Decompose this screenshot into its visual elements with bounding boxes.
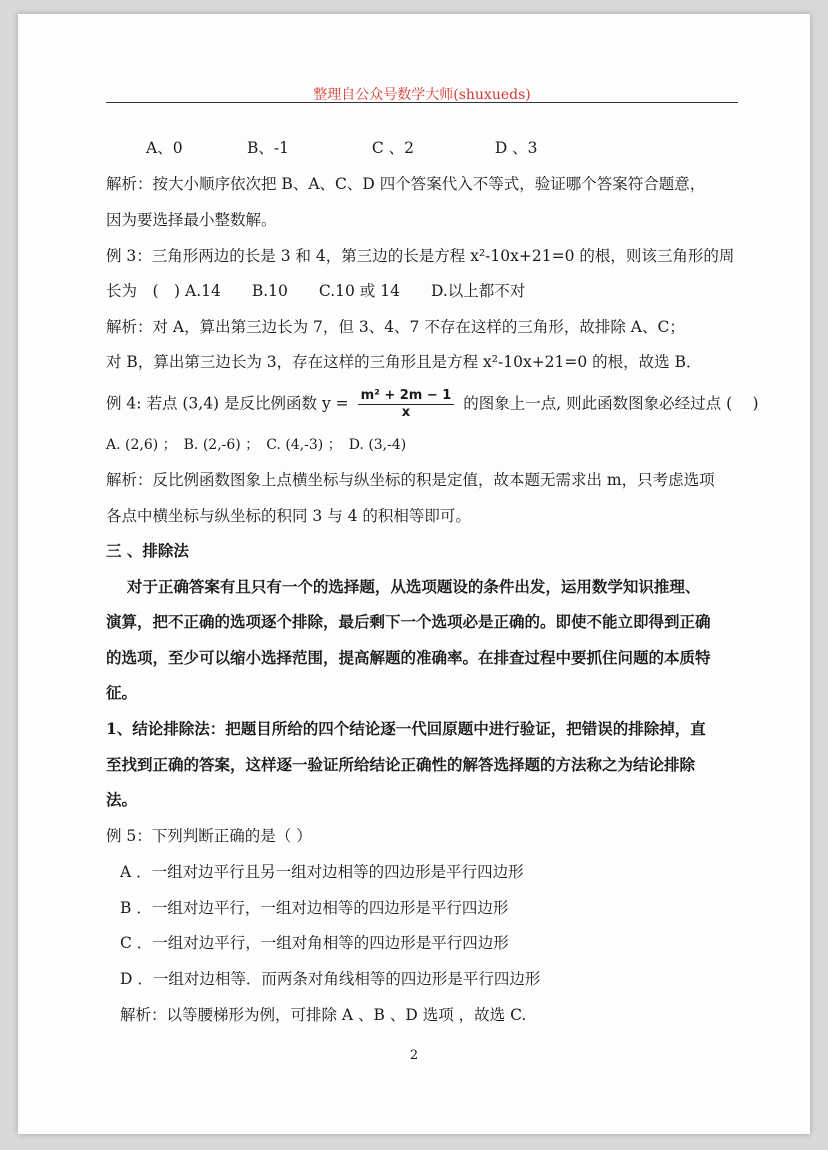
ex4-analysis-line1: 解析：反比例函数图象上点横坐标与纵坐标的积是定值，故本题无需求出 m，只考虑选项 (106, 471, 715, 489)
document-page (18, 14, 810, 1134)
ex4-numerator: m² + 2m − 1 (358, 388, 455, 405)
section3-para-line3: 的选项，至少可以缩小选择范围，提高解题的准确率。在排查过程中要抓住问题的本质特 (106, 648, 711, 667)
page-number: 2 (409, 1048, 419, 1063)
ex2-option-c: C 、2 (371, 139, 415, 157)
ex5-option-b: B ．一组对边平行，一组对边相等的四边形是平行四边形 (120, 899, 509, 917)
ex3-analysis-line2: 对 B，算出第三边长为 3，存在这样的三角形且是方程 x²-10x+21=0 的根，故选 B． (106, 353, 702, 371)
ex4-analysis-line2: 各点中横坐标与纵坐标的积同 3 与 4 的积相等即可。 (106, 507, 471, 525)
method1-line1: 1、结论排除法：把题目所给的四个结论逐一代回原题中进行验证，把错误的排除掉，直 (106, 719, 706, 738)
section3-title: 三 、排除法 (106, 541, 189, 560)
ex2-analysis-line1: 解析：按大小顺序依次把 B、A、C、D 四个答案代入不等式，验证哪个答案符合题意， (106, 175, 706, 193)
section3-para-line1: 对于正确答案有且只有一个的选择题，从选项题设的条件出发，运用数学知识推理、 (106, 577, 701, 596)
ex5-option-c: C ．一组对边平行，一组对角相等的四边形是平行四边形 (120, 934, 509, 952)
section3-para-line2: 演算，把不正确的选项逐个排除，最后剩下一个选项必是正确的。即使不能立即得到正确 (106, 612, 711, 631)
ex4-fraction (358, 388, 455, 421)
ex2-option-d: D 、3 (494, 139, 538, 157)
ex4-suffix: 的图象上一点, 则此函数图象必经过点 ( ) (463, 394, 759, 413)
page-header: 整理自公众号数学大师(shuxueds) (313, 87, 531, 103)
ex4-options: A. (2,6) ； B. (2,-6) ； C. (4,-3) ； D. (3,-4) (106, 437, 407, 453)
ex2-option-b: B、-1 (246, 139, 289, 157)
ex4-stem (106, 388, 759, 421)
ex5-option-a: A ．一组对边平行且另一组对边相等的四边形是平行四边形 (120, 863, 524, 881)
method1-line3: 法。 (106, 790, 138, 809)
ex5-stem: 例 5：下列判断正确的是（ ） (106, 827, 312, 845)
ex2-options-row (146, 138, 538, 158)
ex3-analysis-line1: 解析：对 A，算出第三边长为 7，但 3、4、7 不存在这样的三角形，故排除 A、C； (106, 318, 685, 336)
ex4-prefix: 例 4: 若点 (3,4) 是反比例函数 y = (106, 394, 349, 413)
header-rule (106, 102, 738, 103)
ex2-analysis-line2: 因为要选择最小整数解。 (106, 211, 277, 229)
ex3-stem-line1: 例 3：三角形两边的长是 3 和 4，第三边的长是方程 x²-10x+21=0 的根，则该三角形的周 (106, 247, 735, 265)
ex5-option-d: D ．一组对边相等．而两条对角线相等的四边形是平行四边形 (120, 970, 541, 988)
ex3-stem-line2: 长为 ( ) A.14 B.10 C.10 或 14 D.以上都不对 (106, 282, 526, 300)
ex2-option-a: A、0 (146, 139, 183, 157)
section3-para-line4: 征。 (106, 683, 138, 702)
ex4-denominator: x (401, 405, 411, 420)
ex5-analysis: 解析：以等腰梯形为例，可排除 A 、B 、D 选项 ，故选 C. (120, 1006, 527, 1024)
method1-line2: 至找到正确的答案，这样逐一验证所给结论正确性的解答选择题的方法称之为结论排除 (106, 755, 696, 774)
